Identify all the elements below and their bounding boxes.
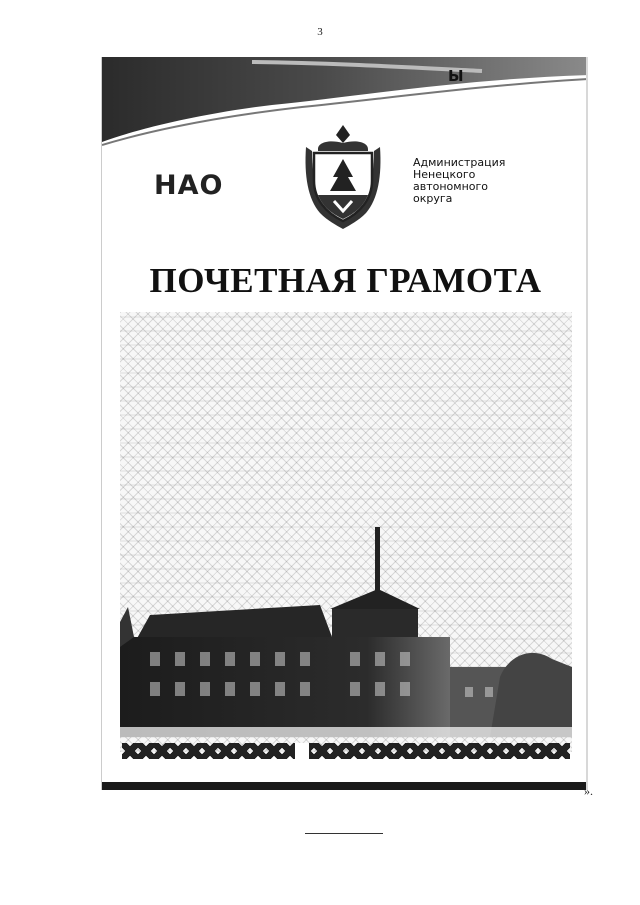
ornament-border (122, 743, 570, 759)
top-emblem: Ы (448, 67, 464, 85)
building-illustration (120, 527, 572, 745)
certificate-title: ПОЧЕТНАЯ ГРАМОТА (149, 261, 542, 300)
footnote-divider (305, 833, 383, 834)
organization-line: Администрация (413, 156, 506, 169)
organization-line: Ненецкого (413, 168, 476, 181)
ornament-border-gap (295, 743, 309, 759)
certificate-image (101, 57, 588, 790)
organization-name (413, 157, 505, 205)
nao-logo: НАО (154, 170, 224, 201)
organization-line: автономного (413, 180, 489, 193)
scan-edge (102, 782, 586, 790)
closing-quote: ». (584, 784, 593, 798)
organization-line: округа (413, 192, 453, 205)
page-number: 3 (317, 26, 323, 38)
coat-of-arms-icon (298, 121, 388, 233)
